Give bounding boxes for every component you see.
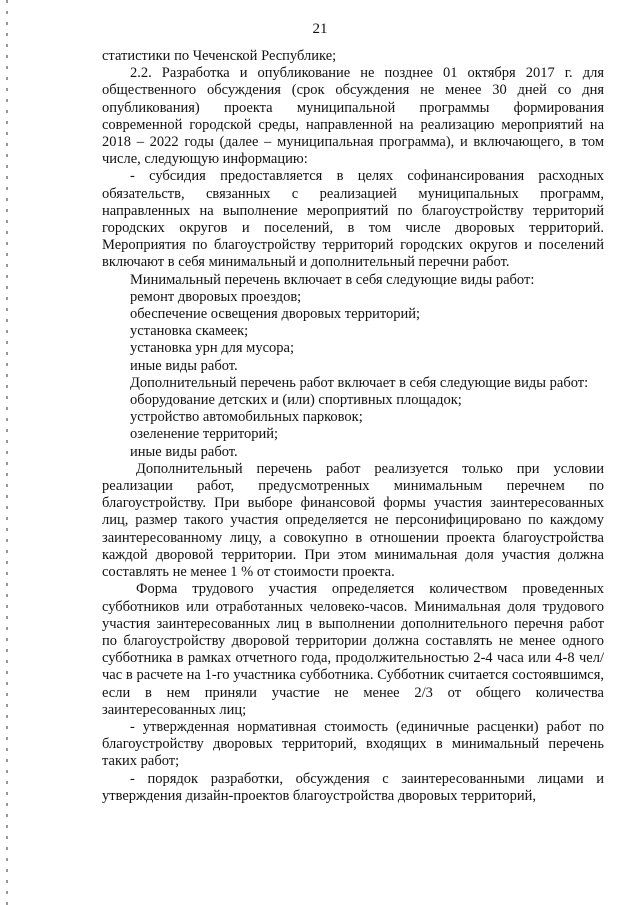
paragraph: Форма трудового участия определяется количеством проведенных субботников или отработанных человеко-часов. Минимальная доля трудового участия заинтересованных лиц в выполнении дополнительного перечня работ по благоустройству дворовой территории должна составлять не менее одного субботника в рамках отчетного года, продолжительностью 2-4 часа или 4-8 чел/час в расчете на 1-го участника субботника. Субботник считается состоявшимся, если в нем приняли участие не менее 2/3 от общего количества заинтересованных лиц; xyxy=(102,581,604,718)
paragraph: Дополнительный перечень работ реализуется только при условии реализации работ, предусмотренных минимальным перечнем по благоустройству. При выборе финансовой формы участия заинтересованных лиц, размер такого участия определяется не персонифицировано по каждому заинтересованному лицу, а совокупно в отношении проекта благоустройства каждой дворовой территории. При этом минимальная доля участия должна составлять не менее 1 % от стоимости проекта. xyxy=(102,460,604,581)
list-item: иные виды работ. xyxy=(130,357,238,374)
list-item: обеспечение освещения дворовых территорий; xyxy=(130,306,421,323)
paragraph: - субсидия предоставляется в целях софинансирования расходных обязательств, связанных с реализацией муниципальных программ, направленных на выполнение мероприятий по благоустройству территорий городских округов и поселений, в том числе дворовых территорий. Мероприятия по благоустройству территорий городских округов и поселений включают в себя минимальный и дополнительный перечни работ. xyxy=(102,168,604,271)
paragraph: Минимальный перечень включает в себя следующие виды работ: xyxy=(130,271,535,288)
paragraph: - порядок разработки, обсуждения с заинтересованными лицами и утверждения дизайн-проектов благоустройства дворовых территорий, xyxy=(102,770,604,804)
list-item: озеленение территорий; xyxy=(130,426,279,443)
paragraph: 2.2. Разработка и опубликование не позднее 01 октября 2017 г. для общественного обсуждения (срок обсуждения не менее 30 дней со дня опубликования) проекта муниципальной программы формирования современной городской среды, направленной на реализацию мероприятий на 2018 – 2022 годы (далее – муниципальная программа), и включающего, в том числе, следующую информацию: xyxy=(102,65,604,168)
list-item: устройство автомобильных парковок; xyxy=(130,409,363,426)
list-item: оборудование детских и (или) спортивных площадок; xyxy=(130,392,462,409)
paragraph: статистики по Чеченской Республике; xyxy=(102,48,337,64)
body-text xyxy=(102,48,604,805)
list-item: иные виды работ. xyxy=(130,443,238,460)
list-item: ремонт дворовых проездов; xyxy=(130,288,302,305)
binding-edge-mark xyxy=(6,0,8,905)
paragraph: Дополнительный перечень работ включает в себя следующие виды работ: xyxy=(130,374,589,391)
list-item: установка урн для мусора; xyxy=(130,340,294,357)
list-item: установка скамеек; xyxy=(130,323,249,340)
paragraph: - утвержденная нормативная стоимость (единичные расценки) работ по благоустройству дворовых территорий, входящих в минимальный перечень таких работ; xyxy=(102,718,604,770)
page-number: 21 xyxy=(312,21,328,37)
